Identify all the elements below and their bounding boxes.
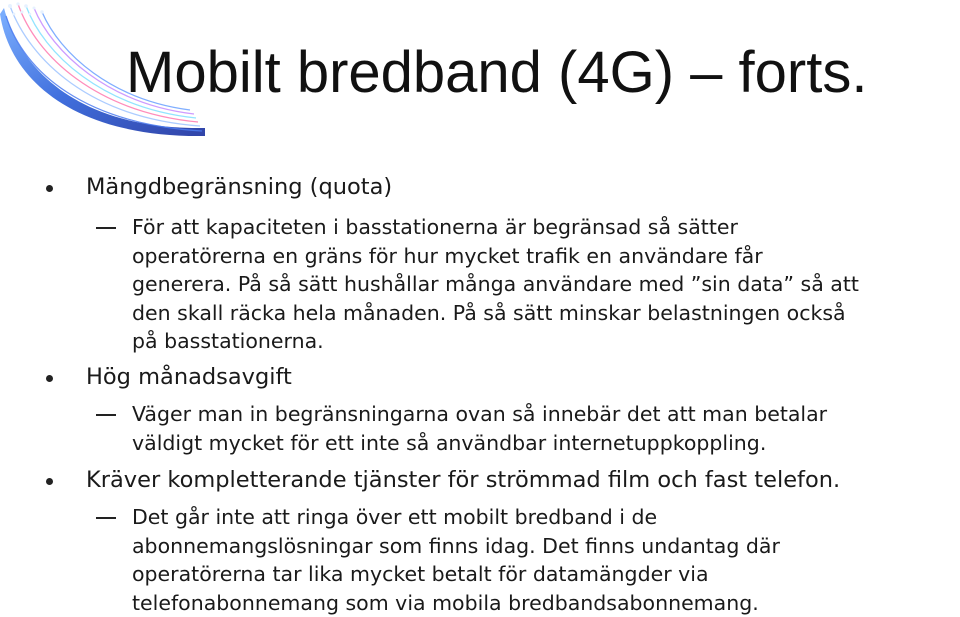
text-line: den skall räcka hela månaden. På så sätt minskar belastningen också [132,300,846,325]
text-line: operatörerna en gräns för hur mycket trafik en användare får [132,243,763,268]
sub-item-fee-detail [132,400,827,457]
text-line: Det går inte att ringa över ett mobilt bredband i de [132,505,658,529]
bullet-item-quota: Mängdbegränsning (quota) [86,174,393,200]
slide-title: Mobilt bredband (4G) – forts. [126,40,868,105]
text-line: operatörerna tar lika mycket betalt för datamängder via [132,562,709,586]
text-line: telefonabonnemang som via mobila bredbandsabonnemang. [132,590,759,615]
text-line: abonnemangslösningar som finns idag. Det finns undantag där [132,533,780,558]
text-line: på basstationerna. [132,329,324,353]
sub-item-services-detail [132,503,780,617]
bullet-item-services: Kräver kompletterande tjänster för strömmad film och fast telefon. [86,467,841,493]
text-line: Väger man in begränsningarna ovan så innebär det att man betalar [132,402,828,426]
text-line: generera. På så sätt hushållar många användare med ”sin data” så att [132,272,859,296]
text-line: väldigt mycket för ett inte så användbar internetuppkoppling. [132,430,767,455]
bullet-item-fee: Hög månadsavgift [86,364,292,390]
sub-item-quota-detail [132,213,859,356]
text-line: För att kapaciteten i basstationerna är begränsad så sätter [132,215,738,239]
